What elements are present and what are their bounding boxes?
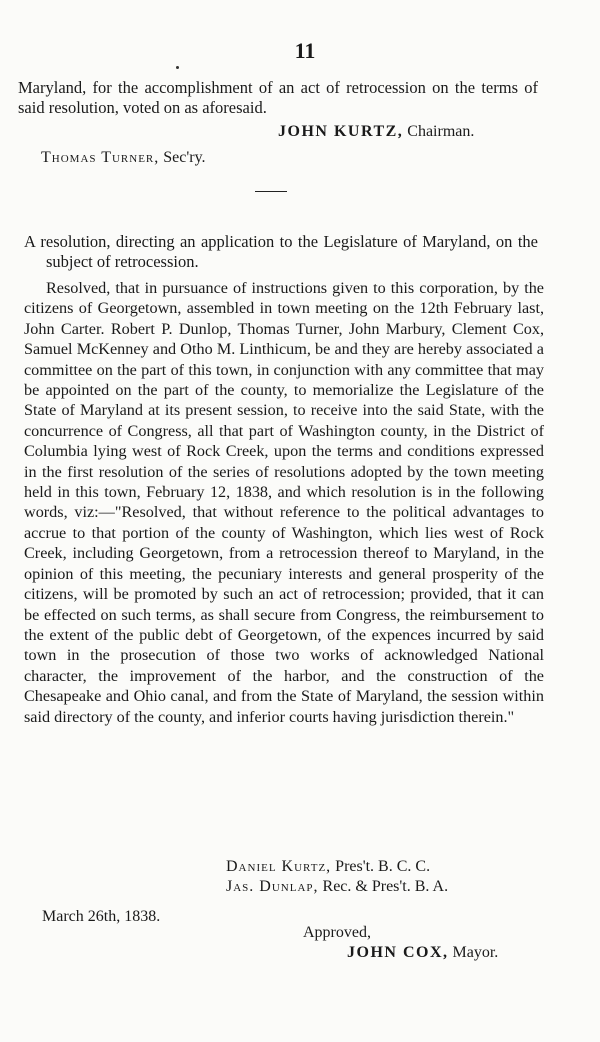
page-number: 11 — [294, 38, 316, 63]
secretary-signature — [41, 148, 206, 168]
mayor-name: JOHN COX, — [347, 944, 449, 961]
mayor-title: Mayor. — [452, 944, 499, 961]
signer-2-name: Jas. Dunlap, — [226, 878, 319, 895]
intro-paragraph: Maryland, for the accomplishment of an act of retrocession on the terms of said resolution, voted on as aforesaid. — [18, 78, 538, 117]
signature-line-2 — [226, 877, 448, 897]
chairman-signature — [278, 122, 474, 142]
signer-1-name: Daniel Kurtz, — [226, 858, 332, 875]
section-divider — [255, 191, 287, 192]
resolution-title-text: A resolution, directing an application to the Legislature of Maryland, on the subject of retrocession. — [24, 232, 538, 271]
document-date: March 26th, 1838. — [42, 908, 161, 925]
ink-speck — [176, 66, 179, 69]
mayor-signature — [303, 943, 498, 963]
resolution-title — [24, 232, 538, 272]
approved-label: Approved, — [303, 924, 371, 941]
signer-2-title: Rec. & Pres't. B. A. — [322, 878, 449, 895]
chairman-title: Chairman. — [407, 123, 475, 140]
resolution-body: Resolved, that in pursuance of instructions given to this corporation, by the citizens of Georgetown, assembled in town meeting on the 12th February last, John Carter. Robert P. Dunlop, Thomas Turner, John Marbury, Clement Cox, Samuel McKenney and Otho M. Linthicum, be and they are hereby associated a committee on the part of this town, in conjunction with any committee that may be appointed on the part of the county, to memorialize the Legislature of the State of Maryland at its present session, to receive into the said State, with the concurrence of Congress, all that part of Washington county, in the District of Columbia lying west of Rock Creek, upon the terms and conditions expressed in the first resolution of the series of resolutions adopted by the town meeting held in this town, February 12, 1838, and which resolution is in the following words, viz:—"Resolved, that without reference to the political advantages to accrue to that portion of the county of Washington, which lies west of Rock Creek, including Georgetown, from a retrocession thereof to Maryland, in the opinion of this meeting, the pecuniary interests and general prosperity of the citizens, will be promoted by such an act of retrocession; provided, that it can be effected on such terms, as shall secure from Congress, the reimbursement to the extent of the public debt of Georgetown, of the expences incurred by said town in the prosecution of those two works of acknowledged National character, the improvement of the harbor, and the construction of the Chesapeake and Ohio canal, and from the State of Maryland, the session within said directory of the county, and inferior courts having jurisdiction therein." — [24, 279, 544, 726]
signer-1-title: Pres't. B. C. C. — [335, 858, 431, 875]
bottom-signatures — [226, 857, 448, 897]
secretary-title: Sec'ry. — [163, 149, 206, 166]
chairman-name: JOHN KURTZ, — [278, 123, 404, 140]
approval-block — [303, 923, 498, 963]
secretary-name: Thomas Turner, — [41, 149, 160, 166]
signature-line-1 — [226, 857, 448, 877]
